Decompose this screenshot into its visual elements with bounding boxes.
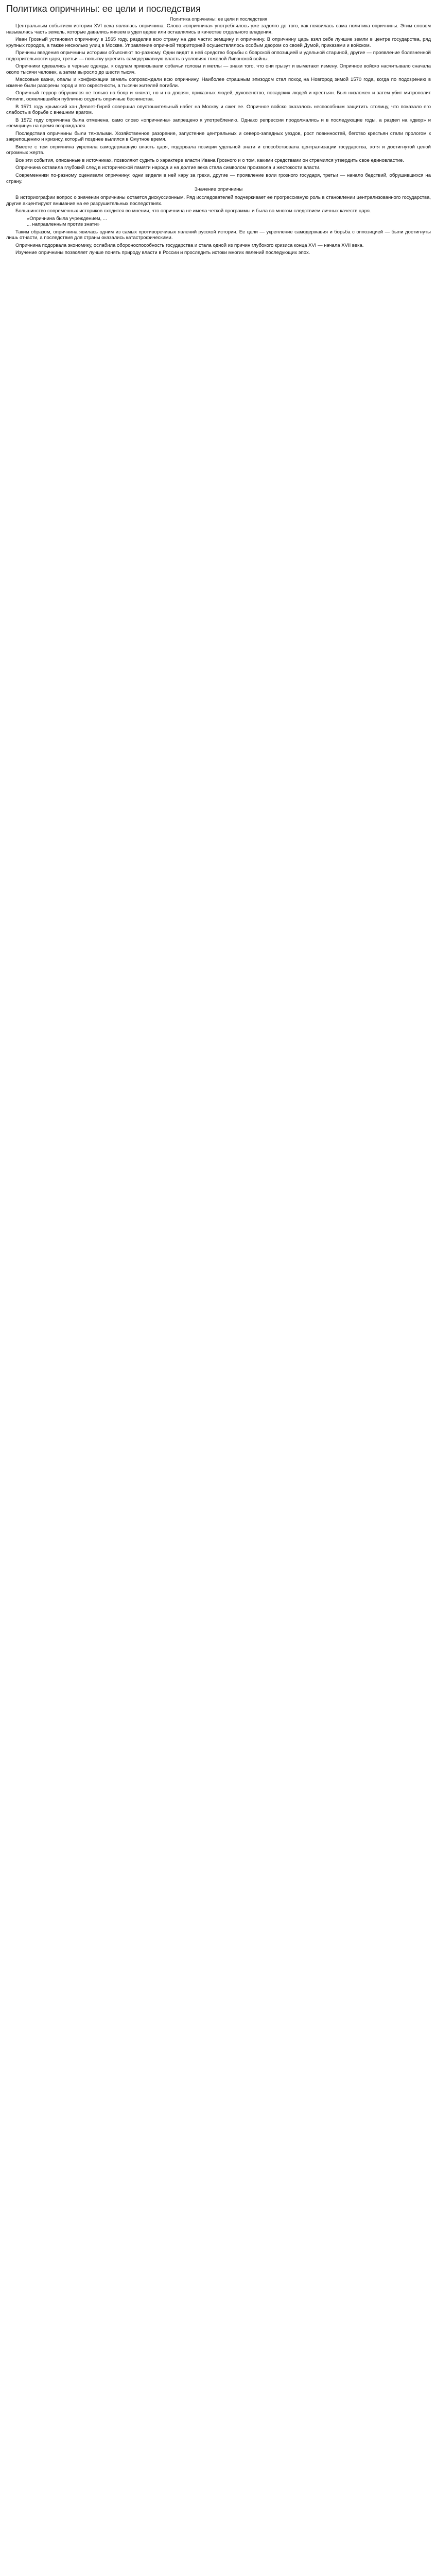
quote-block: [27, 216, 431, 228]
section-heading: Значение опричнины: [194, 187, 243, 193]
article-subtitle: Политика опричнины: ее цели и последствия: [170, 16, 267, 22]
paragraph: Иван Грозный установил опричнину в 1565 году, разделив всю страну на две части: земщину и опричнину. В опричнину царь взял себе лучшие земли в центре государства, ряд крупных городов, а также несколько улиц в Москве. Управление опричной территорией осуществлялось особым двором со своей Думой, приказами и войском.: [6, 37, 431, 48]
paragraph: Опричнина подорвала экономику, ослабила обороноспособность государства и стала одной из причин глубокого кризиса конца XVI — начала XVII века.: [15, 242, 364, 248]
article-body: [6, 23, 431, 256]
paragraph: Все эти события, описанные в источниках, позволяют судить о характере власти Ивана Грозного и о том, какими средствами он стремился утвердить свое единовластие.: [15, 157, 404, 163]
article-page: [0, 0, 436, 262]
intro-paragraphs: [6, 23, 431, 156]
paragraph: Причины введения опричнины историки объясняют по-разному. Одни видят в ней средство борьбы с боярской оппозицией и удельной стариной, другие — проявление болезненной подозрительности царя, третьи — попытку укрепить самодержавную власть в условиях тяжелой Ливонской войны.: [6, 50, 431, 62]
middle-paragraphs: [6, 158, 431, 184]
paragraph: В 1571 году крымский хан Девлет-Гирей совершил опустошительный набег на Москву и сжег ее. Опричное войско оказалось неспособным защитить столицу, что показало его слабость в борьбе с внешним врагом.: [6, 104, 431, 116]
quote-line: «Опричнина была учреждением, ...: [27, 215, 107, 222]
paragraph: Последствия опричнины были тяжелыми. Хозяйственное разорение, запустение центральных и северо-западных уездов, рост повинностей, бегство крестьян стали прологом к закрепощению и кризису, который позднее вылился в Смутное время.: [6, 130, 431, 143]
paragraph: Вместе с тем опричнина укрепила самодержавную власть царя, подорвала позиции удельной знати и способствовала централизации государства, хотя и достигнутой ценой огромных жертв.: [6, 144, 431, 156]
paragraph: Современники по-разному оценивали опричнину: одни видели в ней кару за грехи, другие — проявление воли грозного государя, третьи — начало бедствий, обрушившихся на страну.: [6, 173, 431, 184]
paragraph: Опричнина оставила глубокий след в исторической памяти народа и на долгие века стала символом произвола и жестокости власти.: [15, 165, 321, 171]
after-section-paragraphs: [6, 195, 431, 214]
final-paragraphs: [6, 229, 431, 256]
paragraph: В историографии вопрос о значении опричнины остается дискуссионным. Ряд исследователей подчеркивает ее прогрессивную роль в становлении централизованного государства, другие акцентируют внимание на ее разрушительных последствиях.: [6, 195, 431, 207]
paragraph: Опричный террор обрушился не только на бояр и княжат, но и на дворян, приказных людей, духовенство, посадских людей и крестьян. Был низложен и затем убит митрополит Филипп, осмелившийся публично осудить опричные бесчинства.: [6, 90, 431, 103]
paragraph: Большинство современных историков сходится во мнении, что опричнина не имела четкой программы и была во многом следствием личных качеств царя.: [15, 208, 371, 214]
paragraph: В 1572 году опричнина была отменена, само слово «опричнина» запрещено к употреблению. Однако репрессии продолжались и в последующие годы, а раздел на «двор» и «земщину» на время возрождался.: [6, 117, 431, 129]
quote-line: ... направленным против знати»: [27, 222, 100, 228]
paragraph: Изучение опричнины позволяет лучше понять природу власти в России и проследить истоки многих явлений последующих эпох.: [15, 250, 310, 256]
page-title: Политика опричнины: ее цели и последствия: [6, 4, 201, 14]
paragraph: Таким образом, опричнина явилась одним из самых противоречивых явлений русской истории. Ее цели — укрепление самодержавия и борьба с оппозицией — были достигнуты лишь отчасти, а последствия для страны оказались катастрофическими.: [6, 229, 431, 241]
paragraph: Центральным событием истории XVI века являлась опричнина. Слово «опричнина» употреблялось уже задолго до того, как появилась сама политика опричнины. Этим словом называлась часть земель, которые давались князем в удел вдове или оставлялись в качестве отдельного владения.: [6, 23, 431, 35]
paragraph: Опричники одевались в черные одежды, к седлам привязывали собачьи головы и метлы — знаки того, что они грызут и выметают измену. Опричное войско насчитывало сначала около тысячи человек, а затем выросло до шести тысяч.: [6, 63, 431, 75]
paragraph: Массовые казни, опалы и конфискации земель сопровождали всю опричнину. Наиболее страшным эпизодом стал поход на Новгород зимой 1570 года, когда по подозрению в измене были разорены город и его окрестности, а тысячи жителей погибли.: [6, 77, 431, 89]
